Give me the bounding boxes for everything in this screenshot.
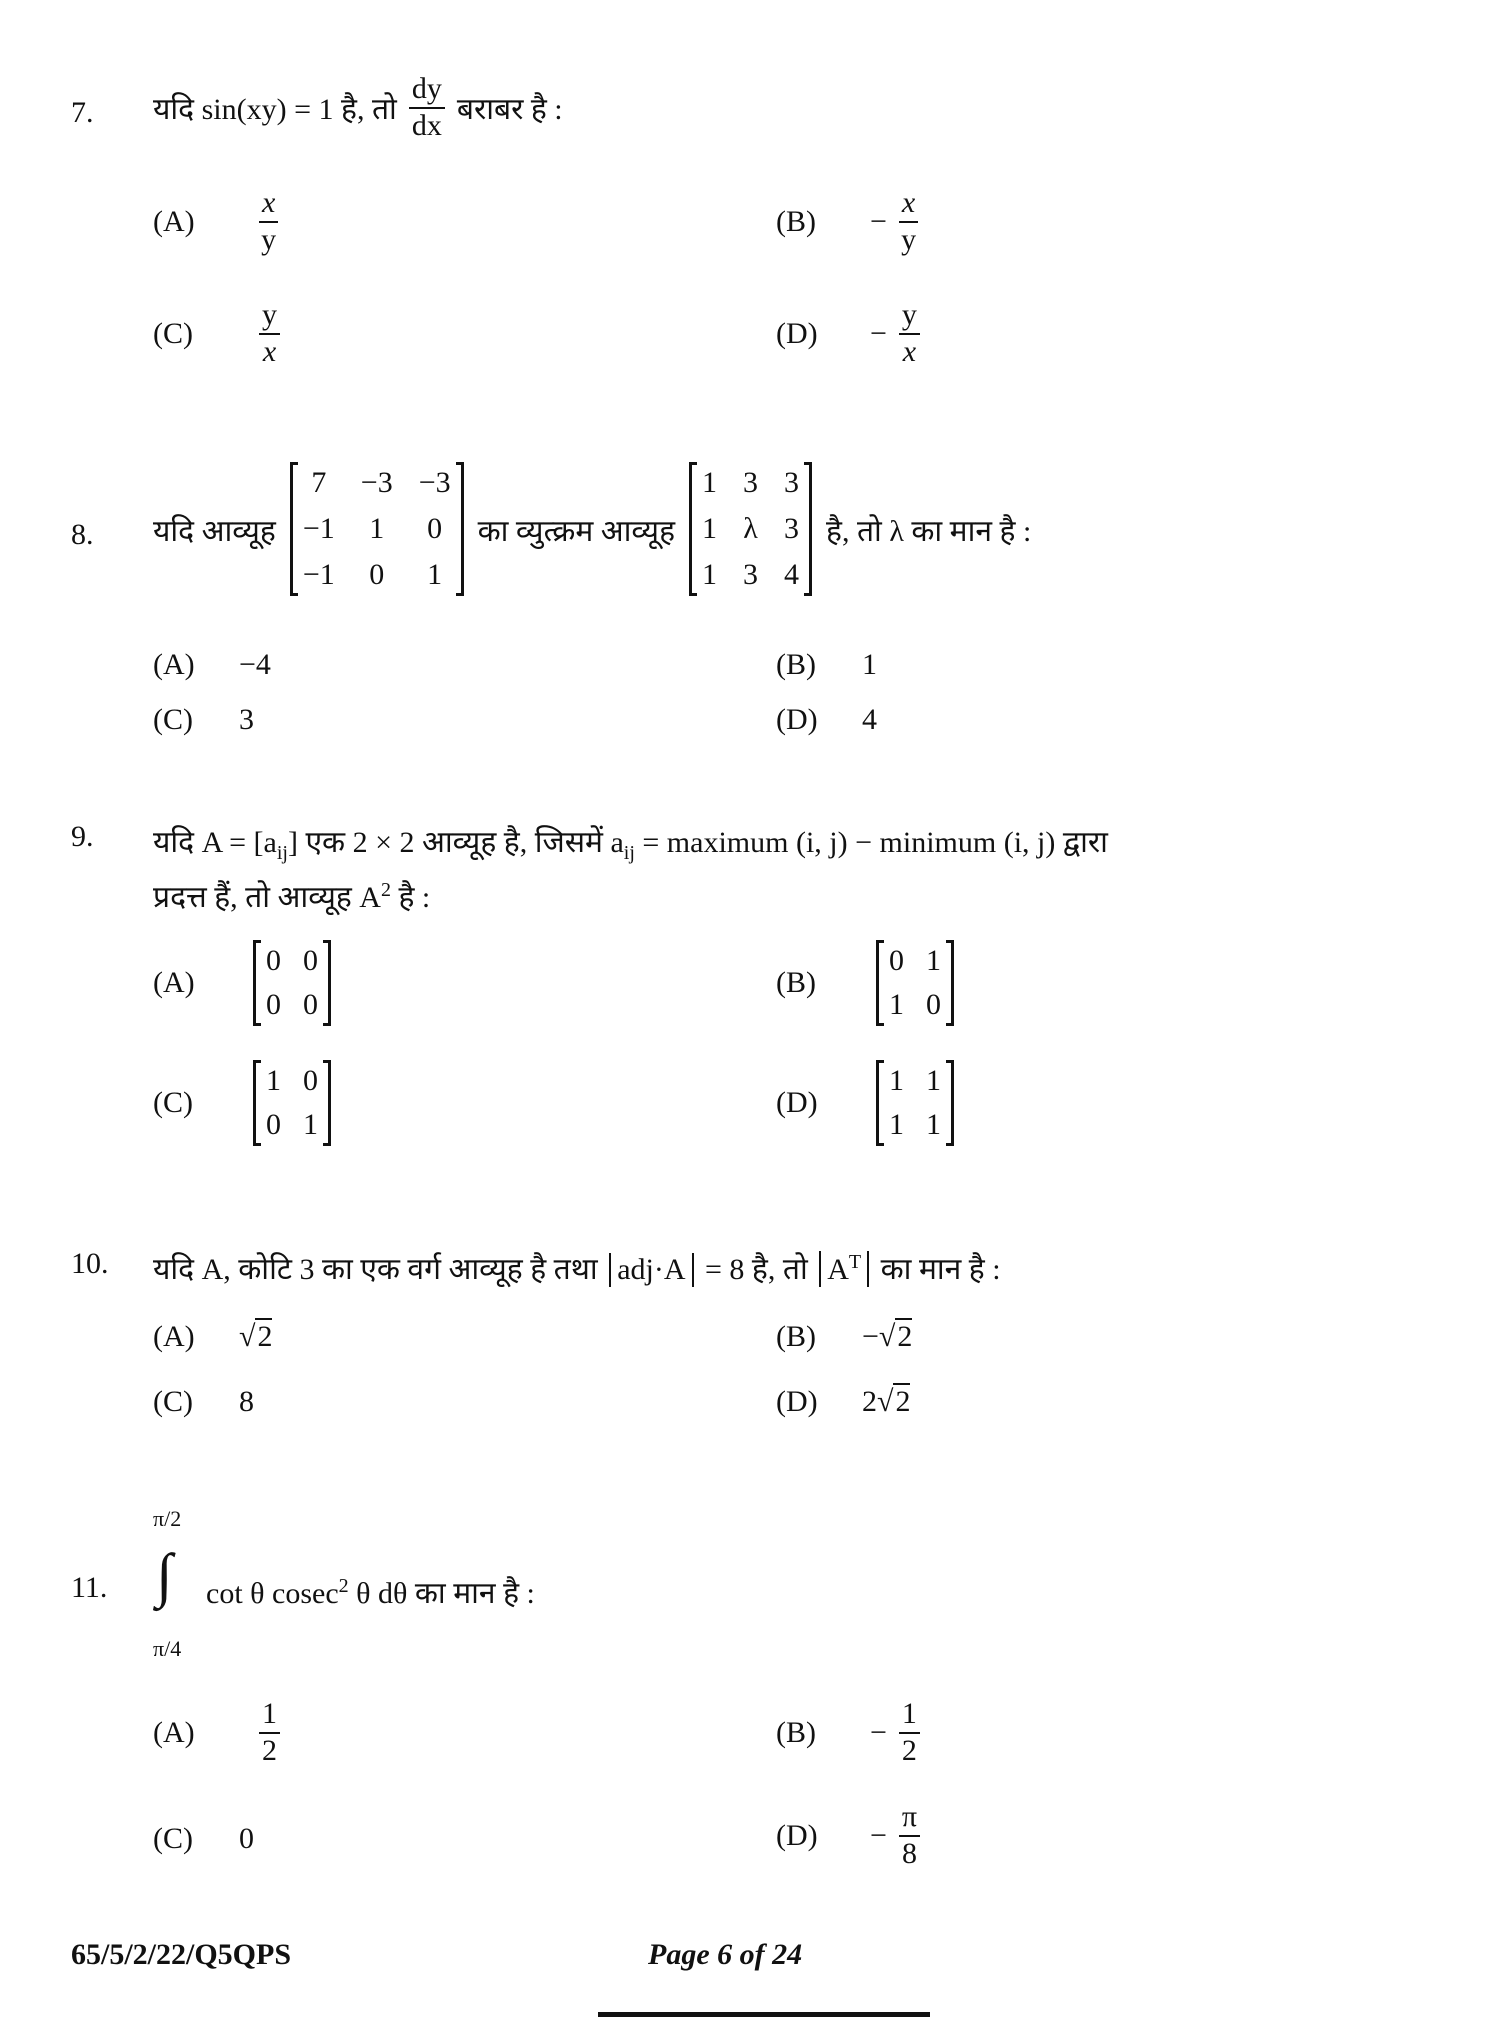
frac-num: y (899, 298, 920, 335)
matrix-cell: 1 (926, 944, 941, 977)
option-label: (D) (776, 316, 818, 350)
option-value: 4 (862, 703, 877, 736)
matrix-cell: −1 (302, 558, 335, 591)
q7-stem-pre: यदि sin(xy) = 1 है, तो (153, 93, 397, 126)
q8-option-c[interactable] (153, 703, 254, 737)
option-label: (B) (776, 1320, 816, 1353)
question-9-number: 9. (71, 820, 94, 853)
matrix-cell: 1 (702, 512, 718, 545)
matrix-cell: 0 (266, 988, 281, 1021)
matrix-cell: 1 (702, 466, 718, 499)
superscript: T (848, 1251, 862, 1273)
q11-option-c[interactable] (153, 1822, 254, 1856)
question-11-number: 11. (71, 1571, 108, 1604)
question-8-stem (153, 462, 1031, 596)
q9-option-a[interactable] (153, 940, 337, 1026)
matrix-cell: 1 (266, 1064, 281, 1097)
q10-option-b[interactable] (776, 1320, 912, 1354)
subscript: ij (276, 842, 288, 864)
option-label: (C) (153, 316, 193, 350)
q10-option-c[interactable] (153, 1385, 254, 1419)
q8-stem-post: है, तो λ का मान है : (826, 514, 1032, 548)
text: A (827, 1253, 849, 1286)
matrix-cell: 4 (784, 558, 800, 591)
matrix-cell: 3 (784, 512, 800, 545)
fraction (259, 298, 280, 369)
frac-num: 1 (899, 1697, 920, 1734)
q8-option-b[interactable] (776, 648, 877, 682)
option-label: (D) (776, 1818, 818, 1852)
sqrt-icon: √ (877, 1385, 894, 1418)
text: = 8 है, तो (705, 1253, 808, 1286)
matrix-cell: 1 (889, 1108, 904, 1141)
frac-den: y (261, 222, 277, 256)
q11-option-b[interactable] (776, 1697, 924, 1768)
option-label: (C) (153, 1086, 193, 1119)
question-9-stem-line2 (153, 875, 430, 916)
page-underline (598, 2012, 930, 2017)
option-label: (C) (153, 1385, 193, 1418)
text: ] एक 2 × 2 आव्यूह है, जिसमें a (287, 826, 624, 859)
sqrt-icon: √ (239, 1320, 256, 1353)
q10-option-a[interactable] (153, 1320, 272, 1354)
matrix-cell: 0 (427, 512, 443, 545)
option-matrix (253, 1060, 331, 1146)
question-7-stem (153, 72, 563, 143)
option-label: (D) (776, 1086, 818, 1119)
fraction (259, 186, 278, 257)
matrix-cell: 0 (303, 1064, 318, 1097)
fraction (899, 1697, 920, 1768)
matrix-cell: 0 (303, 944, 318, 977)
question-7-number: 7. (71, 96, 94, 129)
determinant-adj-a: adj·A (609, 1253, 693, 1287)
prefix: − (862, 1320, 879, 1353)
question-8-number: 8. (71, 518, 94, 551)
radicand: 2 (895, 1385, 911, 1418)
fraction (259, 1697, 280, 1768)
frac-den: dx (411, 108, 442, 142)
option-matrix (253, 940, 331, 1026)
q7-option-d[interactable] (776, 298, 924, 369)
determinant-a-transpose (819, 1251, 869, 1287)
text: = maximum (i, j) − minimum (i, j) द्वारा (634, 826, 1108, 859)
matrix-cell: 0 (266, 1108, 281, 1141)
option-label: (C) (153, 1822, 193, 1855)
question-11-stem (206, 1571, 535, 1612)
option-label: (B) (776, 204, 816, 238)
superscript: 2 (338, 1575, 349, 1597)
text: cot θ cosec (206, 1577, 339, 1610)
integral-lower-limit: π/4 (153, 1636, 182, 1661)
prefix: 2 (862, 1385, 877, 1418)
sign: − (870, 1818, 887, 1852)
frac-den: x (262, 334, 277, 368)
frac-den: 8 (902, 1836, 917, 1870)
radicand: 2 (897, 1320, 913, 1353)
matrix-cell: −3 (360, 466, 393, 499)
matrix-cell: 1 (889, 988, 904, 1021)
matrix-a (290, 462, 464, 596)
matrix-cell: 1 (702, 558, 718, 591)
matrix-cell: −1 (302, 512, 335, 545)
q11-option-a[interactable] (153, 1697, 284, 1768)
frac-num: dy (409, 72, 445, 109)
q10-option-d[interactable] (776, 1385, 910, 1419)
option-label: (D) (776, 703, 818, 736)
frac-num: x (259, 186, 278, 223)
q9-option-b[interactable] (776, 940, 960, 1026)
matrix-cell: 3 (743, 466, 759, 499)
matrix-cell: 0 (369, 558, 385, 591)
frac-num: x (899, 186, 918, 223)
frac-num: y (259, 298, 280, 335)
question-10-stem (153, 1247, 1001, 1288)
matrix-cell: 7 (311, 466, 327, 499)
option-label: (C) (153, 703, 193, 736)
option-value: 8 (239, 1385, 254, 1418)
option-label: (A) (153, 1320, 195, 1353)
option-label: (B) (776, 966, 816, 999)
sqrt-icon: √ (878, 1320, 896, 1353)
matrix-cell: 3 (784, 466, 800, 499)
sign: − (870, 316, 887, 350)
matrix-cell: 0 (889, 944, 904, 977)
frac-den: 2 (901, 1733, 917, 1767)
q7-option-a[interactable] (153, 186, 282, 257)
matrix-cell: 1 (926, 1064, 941, 1097)
frac-num: π (899, 1800, 920, 1837)
fraction (899, 298, 920, 369)
frac-num: 1 (259, 1697, 280, 1734)
matrix-cell: 1 (889, 1064, 904, 1097)
q7-stem-post: बराबर है : (456, 93, 563, 126)
option-label: (A) (153, 1715, 195, 1749)
option-value: 1 (862, 648, 877, 681)
question-10-number: 10. (71, 1247, 109, 1280)
frac-den: x (902, 334, 917, 368)
option-value: 3 (239, 703, 254, 736)
matrix-cell: 0 (926, 988, 941, 1021)
page-number: Page 6 of 24 (648, 1938, 803, 1971)
option-value: −4 (239, 648, 271, 681)
sign: − (870, 1715, 887, 1749)
q8-option-a[interactable] (153, 648, 271, 682)
inverse-matrix (689, 462, 812, 596)
text: यदि A, कोटि 3 का एक वर्ग आव्यूह है तथा (153, 1253, 598, 1286)
matrix-cell: 1 (926, 1108, 941, 1141)
question-9-stem-line1 (153, 820, 1108, 865)
superscript: 2 (380, 879, 391, 901)
matrix-cell: 0 (266, 944, 281, 977)
option-label: (B) (776, 648, 816, 681)
matrix-cell: 0 (303, 988, 318, 1021)
matrix-cell: λ (743, 512, 758, 545)
option-label: (A) (153, 204, 195, 238)
q8-stem-pre: यदि आव्यूह (153, 514, 276, 548)
q7-option-c[interactable] (153, 298, 284, 369)
fraction (899, 1800, 920, 1871)
matrix-cell: 3 (743, 558, 759, 591)
text: का मान है : (880, 1253, 1001, 1286)
dy-dx-fraction (409, 72, 445, 143)
option-label: (D) (776, 1385, 818, 1418)
q8-option-d[interactable] (776, 703, 877, 737)
option-matrix (876, 940, 954, 1026)
option-label: (A) (153, 966, 195, 999)
matrix-cell: 1 (369, 512, 385, 545)
text: θ dθ का मान है : (348, 1577, 535, 1610)
q11-option-d[interactable] (776, 1800, 924, 1871)
q7-option-b[interactable] (776, 186, 922, 257)
matrix-cell: 1 (303, 1108, 318, 1141)
q9-option-c[interactable] (153, 1060, 337, 1146)
paper-code: 65/5/2/22/Q5QPS (71, 1938, 292, 1971)
text: है : (390, 881, 431, 914)
sign: − (870, 204, 887, 238)
option-label: (B) (776, 1715, 816, 1749)
option-label: (A) (153, 648, 195, 681)
frac-den: y (901, 222, 917, 256)
q9-option-d[interactable] (776, 1060, 960, 1146)
fraction (899, 186, 918, 257)
matrix-cell: −3 (418, 466, 451, 499)
radicand: 2 (257, 1320, 273, 1353)
text: प्रदत्त हैं, तो आव्यूह A (153, 881, 381, 914)
matrix-cell: 1 (427, 558, 443, 591)
text: यदि A = [a (153, 826, 277, 859)
integral-upper-limit: π/2 (153, 1506, 182, 1531)
option-matrix (876, 1060, 954, 1146)
integral-sign-icon: ∫ (156, 1542, 173, 1608)
q8-stem-mid: का व्युत्क्रम आव्यूह (477, 514, 676, 548)
subscript: ij (623, 842, 635, 864)
option-value: 0 (239, 1822, 254, 1855)
frac-den: 2 (262, 1733, 277, 1767)
